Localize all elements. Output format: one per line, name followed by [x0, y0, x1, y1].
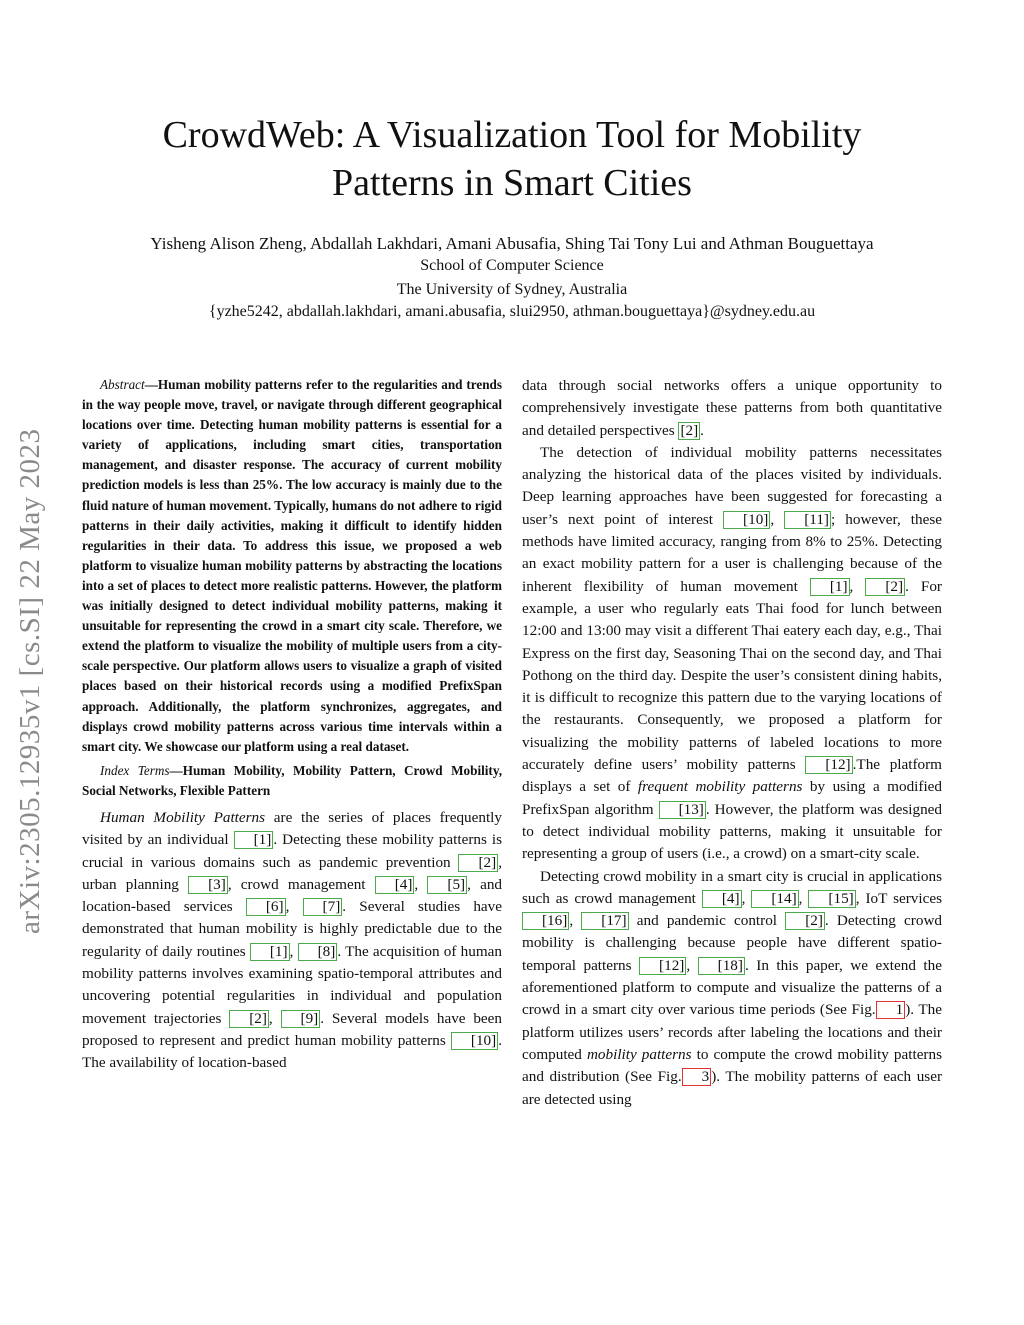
text-run: , — [268, 1009, 281, 1027]
citation-link[interactable]: [2] — [785, 912, 825, 930]
text-run: ; however, these methods have limited accuracy, ranging from 8% to 25%. Detecting an exact mobility pattern for a user is challenging because of the inherent flexibility of human movement — [522, 510, 943, 595]
citation-link[interactable]: [16] — [522, 912, 569, 930]
text-run: . — [700, 421, 704, 439]
text-run: , — [770, 510, 785, 528]
citation-link[interactable]: [4] — [702, 890, 742, 908]
text-run: . In this paper, we extend the aforementioned platform to compute and visualize the patterns of a crowd in a smart city over various time periods (See Fig. — [522, 956, 942, 1019]
text-run: , — [289, 942, 298, 960]
text-run: , IoT services — [855, 889, 943, 907]
text-run: . Detecting crowd mobility is challenging because people have different spatio-temporal patterns — [522, 912, 943, 974]
paragraph-continued — [522, 375, 942, 442]
title-line-1: CrowdWeb: A Visualization Tool for Mobility — [162, 114, 862, 157]
text-run: , — [741, 889, 752, 907]
right-column — [522, 375, 942, 1111]
text-run: , urban planning — [82, 853, 502, 893]
text-run: by using a modified PrefixSpan algorithm — [522, 778, 943, 818]
citation-link[interactable]: [2] — [229, 1010, 269, 1028]
text-run: . The availability of location-based — [82, 1031, 502, 1072]
text-run: , crowd management — [227, 875, 375, 893]
text-run: data through social networks offers a unique opportunity to comprehensively investigate these patterns from both quantitative and detailed perspectives — [522, 377, 942, 439]
emphasis-frequent-patterns: frequent mobility patterns — [637, 778, 803, 796]
figure-link[interactable]: 1 — [876, 1001, 906, 1019]
intro-emphasis: Human Mobility Patterns — [100, 808, 266, 826]
citation-link[interactable]: [10] — [451, 1032, 498, 1050]
text-run: , and location-based services — [82, 875, 503, 916]
text-run: Detecting crowd mobility in a smart city is crucial in applications such as crowd management — [522, 867, 942, 907]
text-run: , — [414, 875, 428, 893]
citation-link[interactable]: [1] — [234, 831, 274, 849]
citation-link[interactable]: [2] — [680, 421, 699, 439]
text-run: . For example, a user who regularly eats Thai food for lunch between 12:00 and 13:00 may visit a different Thai eatery each day, e.g., Thai Express on the first day, Seasoning Thai on the second day, and Thai Pothong on the third day. Despite the user’s consistent dining habits, it is difficult to recognize this pattern due to the varying locations of the restaurants. Consequently, we proposed a platform for visualizing the mobility patterns of labeled locations to more accurately define users’ mobility patterns — [522, 577, 942, 774]
index-terms-lead: Index Terms — [100, 762, 170, 778]
affiliation-school: School of Computer Science — [420, 257, 604, 274]
text-run: , — [686, 956, 698, 974]
paragraph-crowd-mobility — [522, 866, 942, 1111]
abstract — [82, 375, 502, 757]
citation-link[interactable]: [3] — [188, 876, 228, 894]
citation-link[interactable]: [12] — [805, 756, 852, 774]
citation-link[interactable]: [4] — [375, 876, 415, 894]
citation-link[interactable]: [10] — [723, 511, 770, 529]
paragraph-individual-detection — [522, 442, 942, 866]
abstract-text: —Human mobility patterns refer to the regularities and trends in the way people move, travel, or navigate through different geographical locations over time. Detecting human mobility patterns is essential for a variety of applications, including smart cities, transportation management, and disaster response. The accuracy of current mobility prediction models is less than 25%. The low accuracy is mainly due to the fluid nature of human movement. Typically, humans do not adhere to rigid patterns in their daily activities, making it difficult to identify hidden regularities in their data. To address this issue, we proposed a web platform to visualize human mobility patterns by abstracting the locations into a set of places to detect more realistic patterns. However, the platform was initially designed to detect individual mobility patterns, making it unsuitable for representing the crowd in a smart city scale. Therefore, we extend the platform to visualize the mobility of multiple users from a city-scale perspective. Our platform allows users to visualize a graph of visited places based on their historical records using a modified PrefixSpan approach. Additionally, the platform synchronizes, aggregates, and displays crowd mobility patterns across various time intervals within a smart city. We showcase our platform using a real dataset. — [82, 377, 502, 754]
citation-link[interactable]: [13] — [659, 801, 706, 819]
citation-link[interactable]: [15] — [808, 890, 855, 908]
text-run: . The acquisition of human mobility patterns involves examining spatio-temporal attributes and uncovering potential regularities in individual and population movement trajectories — [82, 942, 502, 1027]
text-run: . Detecting these mobility patterns is crucial in various domains such as pandemic prevention — [82, 831, 503, 871]
text-run: and pandemic control — [628, 912, 786, 930]
figure-link[interactable]: 3 — [682, 1068, 712, 1086]
citation-link[interactable]: [11] — [784, 511, 831, 529]
left-column — [82, 375, 502, 1075]
text-run: .The platform displays a set of — [522, 756, 942, 796]
text-run: . However, the platform was designed to detect individual mobility patterns, making it unsuitable for representing a group of users (i.e., a crowd) on a smart-city scale. — [522, 800, 943, 863]
citation-link[interactable]: [2] — [458, 854, 498, 872]
citation-link[interactable]: [2] — [865, 578, 905, 596]
text-run: , — [569, 912, 582, 930]
text-run: , — [849, 577, 866, 595]
citation-link[interactable]: [6] — [246, 898, 286, 916]
text-run: , — [798, 889, 809, 907]
citation-link[interactable]: [17] — [581, 912, 628, 930]
citation-link[interactable]: [14] — [751, 890, 798, 908]
text-run: . Several models have been proposed to represent and predict human mobility patterns — [82, 1009, 502, 1049]
author-emails: {yzhe5242, abdallah.lakhdari, amani.abusafia, slui2950, athman.bouguettaya}@sydney.edu.au — [208, 303, 816, 320]
intro-paragraph — [82, 807, 502, 1075]
text-run: . Several studies have demonstrated that human mobility is highly predictable due to the regularity of daily routines — [82, 898, 502, 960]
text-run: , — [285, 898, 303, 916]
citation-link[interactable]: [7] — [303, 898, 343, 916]
citation-link[interactable]: [1] — [810, 578, 850, 596]
paper-title — [80, 111, 944, 207]
abstract-lead: Abstract — [100, 377, 145, 392]
title-line-2: Patterns in Smart Cities — [332, 162, 692, 205]
emphasis-mobility-patterns: mobility patterns — [586, 1045, 692, 1063]
affiliation-university: The University of Sydney, Australia — [396, 281, 628, 298]
text-run: ). The platform utilizes users’ records after labeling the locations and their computed — [522, 1001, 942, 1063]
author-list: Yisheng Alison Zheng, Abdallah Lakhdari, Amani Abusafia, Shing Tai Tony Lui and Athman Bouguettaya — [150, 234, 874, 253]
text-run: The detection of individual mobility patterns necessitates analyzing the historical data of the places visited by individuals. Deep learning approaches have been suggested for forecasting a user’s next point of interest — [522, 443, 942, 528]
citation-link[interactable]: [1] — [250, 943, 290, 961]
citation-link[interactable]: [18] — [698, 957, 745, 975]
arxiv-identifier: arXiv:2305.12935v1 [cs.SI] 22 May 2023 — [14, 428, 46, 934]
index-terms — [82, 761, 502, 801]
citation-link[interactable]: [9] — [281, 1010, 321, 1028]
text-run: ). The mobility patterns of each user are detected using — [522, 1068, 942, 1108]
citation-link[interactable]: [8] — [298, 943, 338, 961]
text-run: to compute the crowd mobility patterns and distribution (See Fig. — [522, 1045, 942, 1086]
citation-link[interactable]: [12] — [639, 957, 686, 975]
text-run: are the series of places frequently visited by an individual — [82, 808, 502, 849]
citation-link[interactable]: [5] — [427, 876, 467, 894]
index-terms-text: —Human Mobility, Mobility Pattern, Crowd Mobility, Social Networks, Flexible Pattern — [82, 762, 502, 798]
